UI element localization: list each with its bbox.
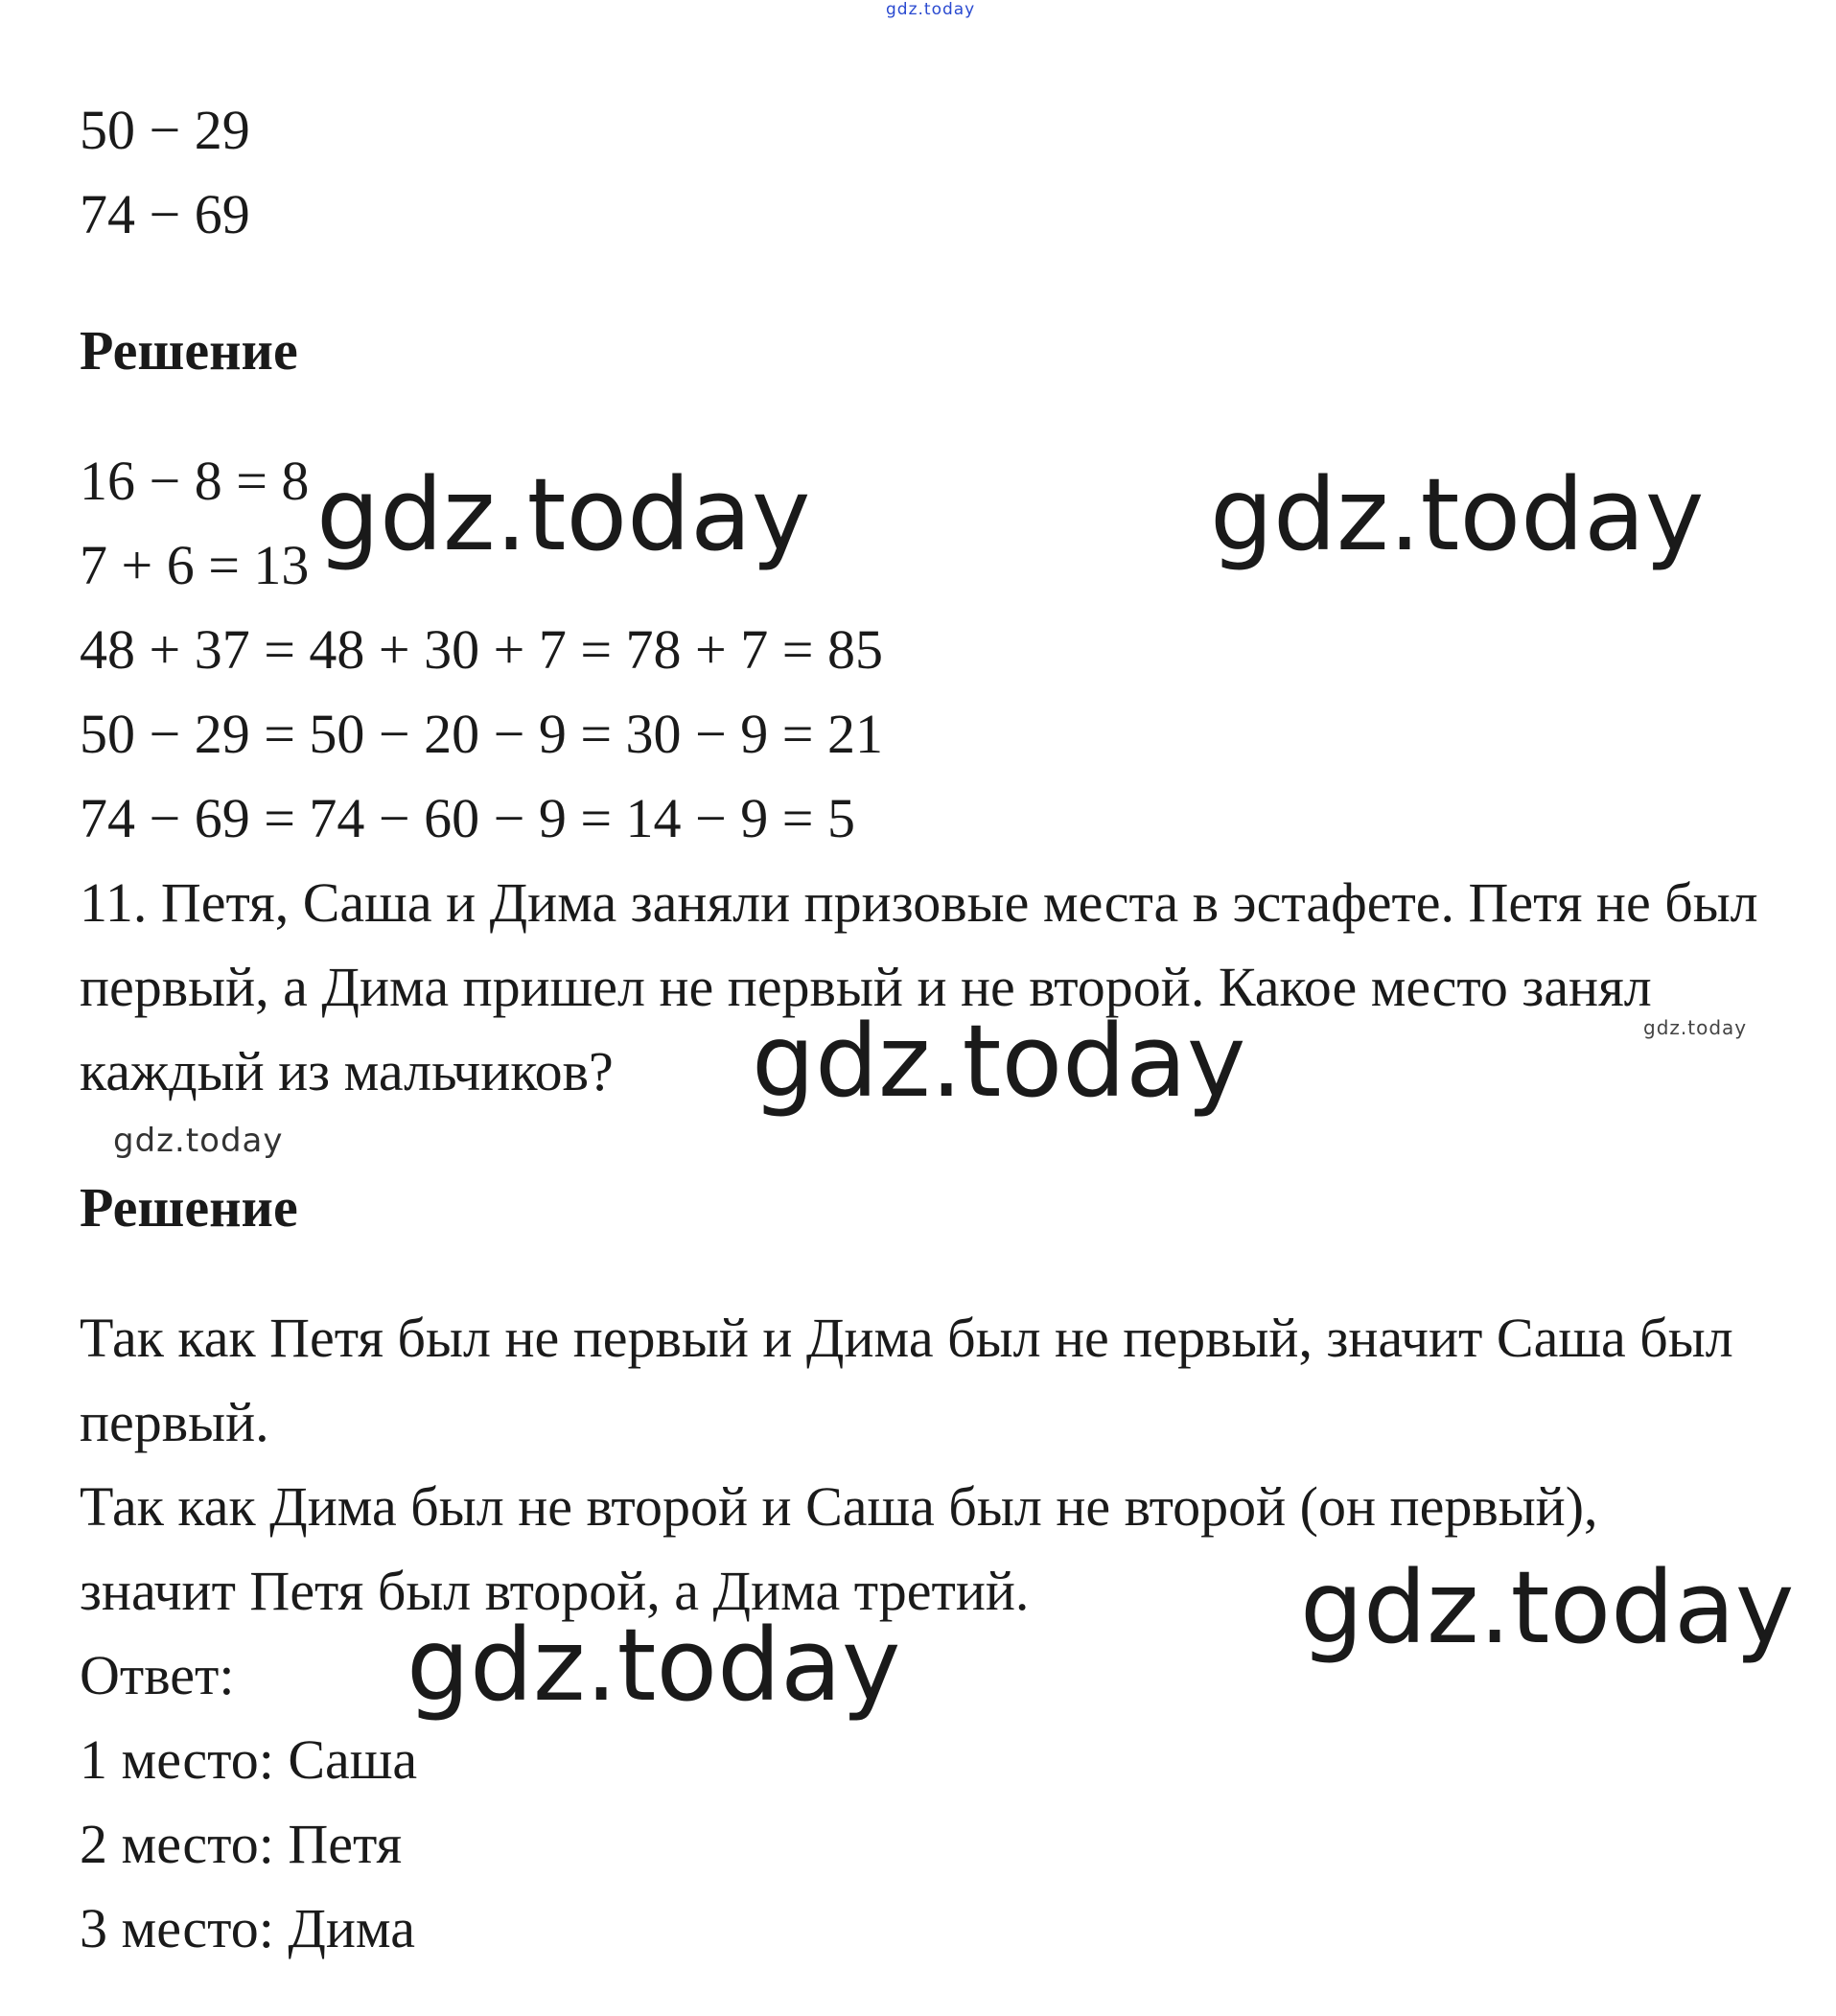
solution-heading: Решение [80, 319, 298, 382]
solution-line: 7 + 6 = 13 [80, 534, 310, 596]
answer-label: Ответ: [80, 1644, 235, 1706]
solution-line: 16 − 8 = 8 [80, 450, 310, 512]
watermark-small: gdz.today [1643, 1016, 1748, 1039]
solution-heading: Решение [80, 1176, 298, 1239]
solution-line: первый. [80, 1391, 269, 1453]
task-text-line: первый, а Дима пришел не первый и не второй. Какое место занял [80, 956, 1652, 1018]
watermark-large: gdz.today [1300, 1549, 1795, 1666]
answer-line: 3 место: Дима [80, 1897, 415, 1959]
solution-line: 50 − 29 = 50 − 20 − 9 = 30 − 9 = 21 [80, 703, 883, 765]
watermark-large: gdz.today [316, 456, 811, 573]
watermark-large: gdz.today [407, 1607, 901, 1724]
watermark-top: gdz.today [886, 0, 976, 19]
expression-line: 50 − 29 [80, 99, 250, 161]
task-text-line: 11. Петя, Саша и Дима заняли призовые места в эстафете. Петя не был [80, 871, 1758, 934]
solution-line: Так как Дима был не второй и Саша был не второй (он первый), [80, 1475, 1598, 1538]
solution-line: значит Петя был второй, а Дима третий. [80, 1560, 1030, 1622]
task-text-line: каждый из мальчиков? [80, 1040, 614, 1102]
answer-line: 2 место: Петя [80, 1813, 403, 1875]
watermark-large: gdz.today [1210, 456, 1705, 573]
watermark-medium: gdz.today [113, 1122, 284, 1160]
watermark-large: gdz.today [752, 1003, 1246, 1120]
answer-line: 1 место: Саша [80, 1728, 418, 1791]
solution-line: Так как Петя был не первый и Дима был не первый, значит Саша был [80, 1307, 1733, 1369]
solution-line: 48 + 37 = 48 + 30 + 7 = 78 + 7 = 85 [80, 618, 883, 681]
expression-line: 74 − 69 [80, 183, 250, 245]
solution-line: 74 − 69 = 74 − 60 − 9 = 14 − 9 = 5 [80, 787, 855, 849]
